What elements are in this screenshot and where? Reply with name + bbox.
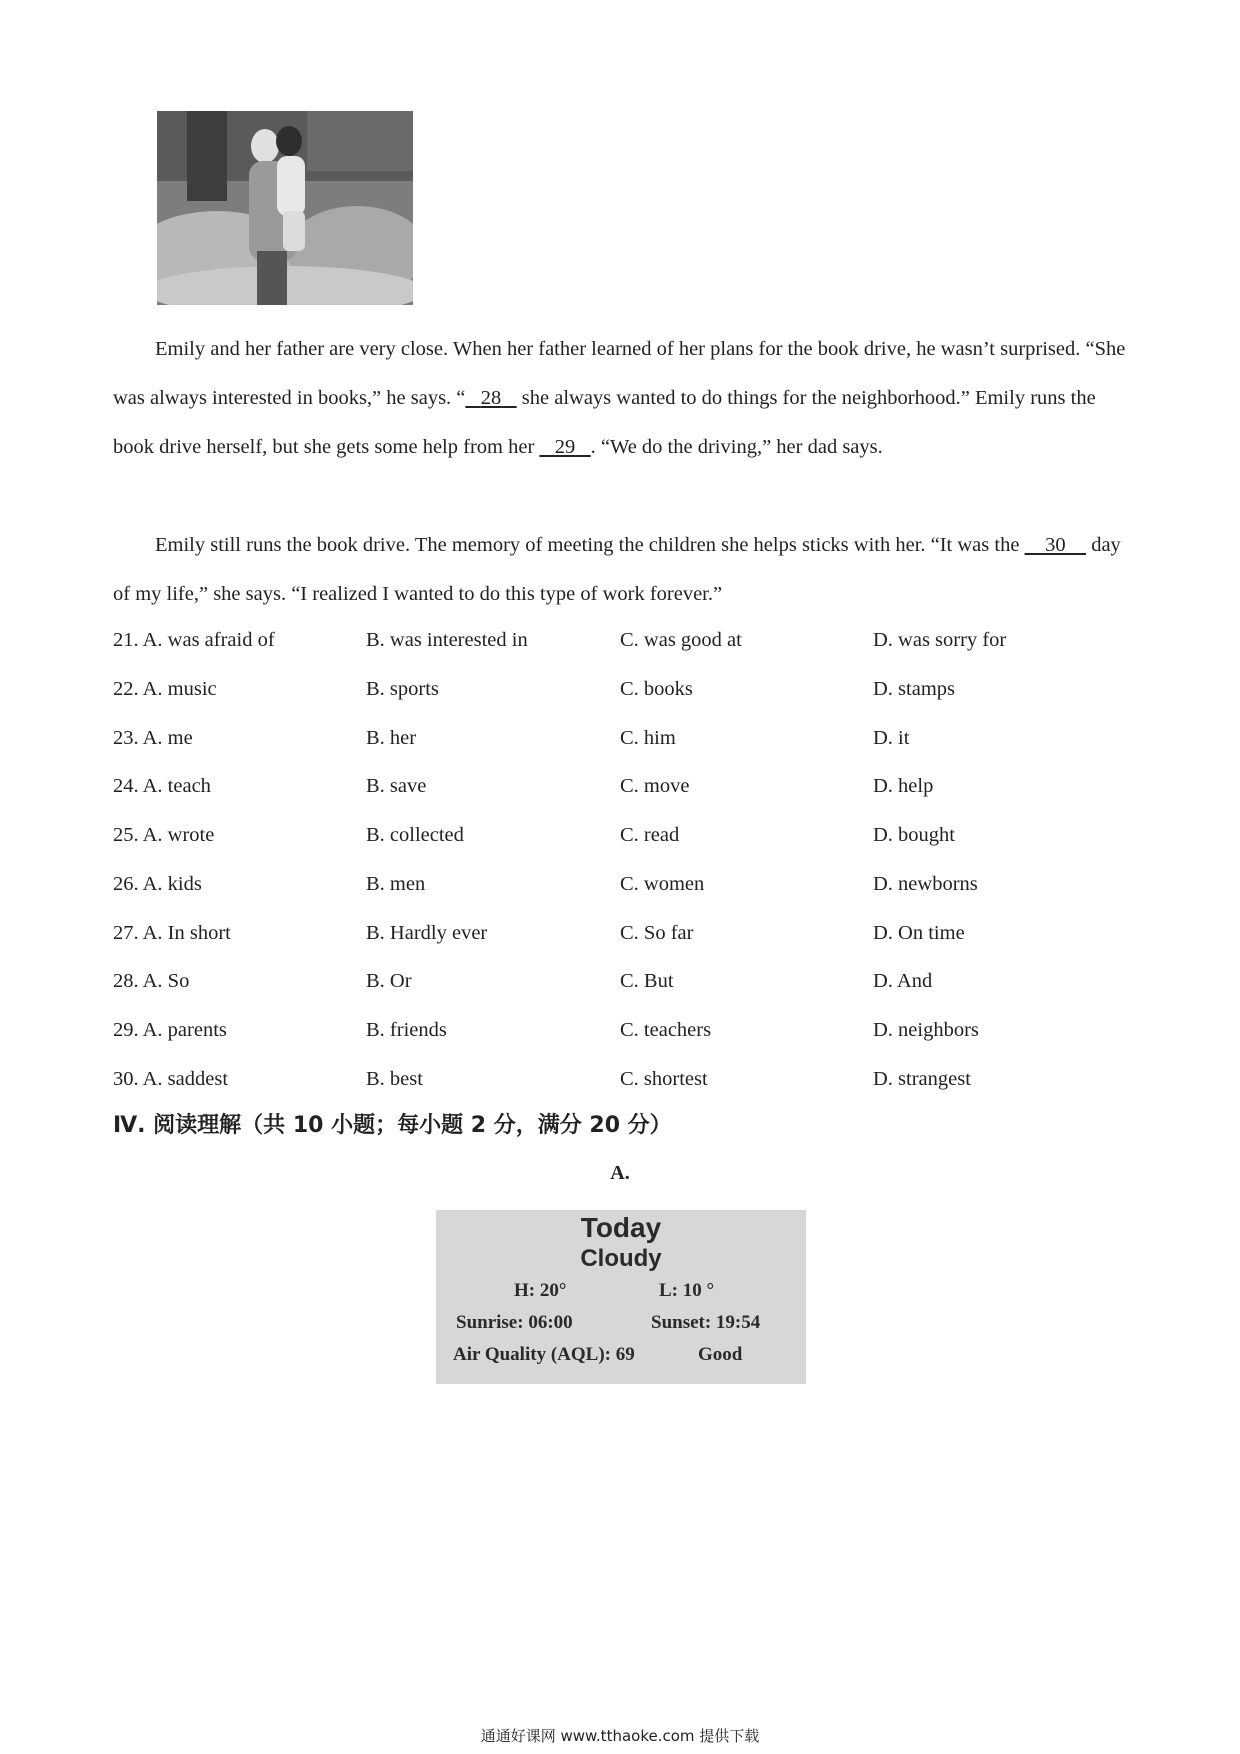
option-b: B. men	[366, 873, 426, 895]
option-c: C. read	[620, 824, 680, 846]
section-heading: Ⅳ. 阅读理解（共 10 小题；每小题 2 分，满分 20 分）	[113, 1113, 672, 1138]
option-b: B. Hardly ever	[366, 922, 488, 944]
option-c: C. move	[620, 775, 690, 797]
option-c: C. So far	[620, 922, 694, 944]
passage-text: she always wanted to do things for the neighborhood.” Emily runs the book drive herself, but she gets some help from her	[113, 387, 1096, 458]
option-d: D. On time	[873, 922, 965, 944]
question-row	[113, 869, 1133, 899]
question-row	[113, 820, 1133, 850]
option-d: D. And	[873, 970, 933, 992]
option-a: 30. A. saddest	[113, 1068, 229, 1090]
passage-text: Emily still runs the book drive. The memory of meeting the children she helps sticks with her. “It was the	[155, 534, 1025, 556]
weather-air-quality-status: Good	[698, 1344, 743, 1365]
option-a: 21. A. was afraid of	[113, 629, 275, 651]
option-a: 28. A. So	[113, 970, 190, 992]
footer: 通通好课网 www.tthaoke.com 提供下载	[480, 1727, 760, 1745]
option-b: B. save	[366, 775, 427, 797]
question-row	[113, 1064, 1133, 1094]
option-c: C. him	[620, 727, 676, 749]
option-a: 29. A. parents	[113, 1019, 227, 1041]
passage-text: Emily and her father are very close. When her father learned of her plans for the book drive, he wasn’t surprised. “She was always interested in books,” he says. “	[113, 338, 1126, 409]
question-row	[113, 918, 1133, 948]
question-row	[113, 723, 1133, 753]
option-d: D. help	[873, 775, 934, 797]
option-c: C. But	[620, 970, 674, 992]
option-b: B. was interested in	[366, 629, 528, 651]
weather-card	[436, 1210, 806, 1384]
option-c: C. was good at	[620, 629, 742, 651]
option-d: D. it	[873, 727, 910, 749]
option-a: 25. A. wrote	[113, 824, 215, 846]
option-b: B. Or	[366, 970, 412, 992]
weather-low: L: 10 °	[659, 1280, 715, 1301]
option-d: D. neighbors	[873, 1019, 979, 1041]
option-b: B. friends	[366, 1019, 447, 1041]
option-c: C. women	[620, 873, 705, 895]
option-c: C. teachers	[620, 1019, 712, 1041]
passage-paragraph-2	[113, 521, 1133, 619]
father-daughter-photo	[157, 111, 413, 305]
blank-29: 29	[554, 436, 576, 458]
option-b: B. sports	[366, 678, 439, 700]
question-row	[113, 966, 1133, 996]
blank-28: 28	[480, 387, 502, 409]
weather-sunrise: Sunrise: 06:00	[456, 1312, 573, 1333]
option-d: D. stamps	[873, 678, 955, 700]
passage-paragraph-1	[113, 325, 1133, 472]
option-d: D. newborns	[873, 873, 978, 895]
weather-title: Today	[580, 1212, 662, 1243]
blank-30: 30	[1045, 534, 1066, 556]
option-a: 27. A. In short	[113, 922, 231, 944]
weather-high: H: 20°	[514, 1280, 567, 1301]
option-c: C. books	[620, 678, 693, 700]
question-row	[113, 674, 1133, 704]
option-a: 24. A. teach	[113, 775, 211, 797]
option-a: 23. A. me	[113, 727, 193, 749]
option-b: B. her	[366, 727, 417, 749]
option-d: D. bought	[873, 824, 955, 846]
option-c: C. shortest	[620, 1068, 708, 1090]
option-d: D. strangest	[873, 1068, 971, 1090]
option-b: B. collected	[366, 824, 464, 846]
weather-condition: Cloudy	[580, 1245, 662, 1272]
question-row	[113, 771, 1133, 801]
question-row	[113, 625, 1133, 655]
option-a: 26. A. kids	[113, 873, 202, 895]
option-d: D. was sorry for	[873, 629, 1007, 651]
option-a: 22. A. music	[113, 678, 217, 700]
weather-air-quality: Air Quality (AQL): 69	[453, 1344, 635, 1365]
passage-text: . “We do the driving,” her dad says.	[590, 436, 883, 458]
option-b: B. best	[366, 1068, 423, 1090]
question-row	[113, 1015, 1133, 1045]
weather-sunset: Sunset: 19:54	[651, 1312, 761, 1333]
passage-text: day of my life,” she says. “I realized I wanted to do this type of work forever.”	[113, 534, 1121, 605]
part-label: A.	[610, 1162, 630, 1184]
